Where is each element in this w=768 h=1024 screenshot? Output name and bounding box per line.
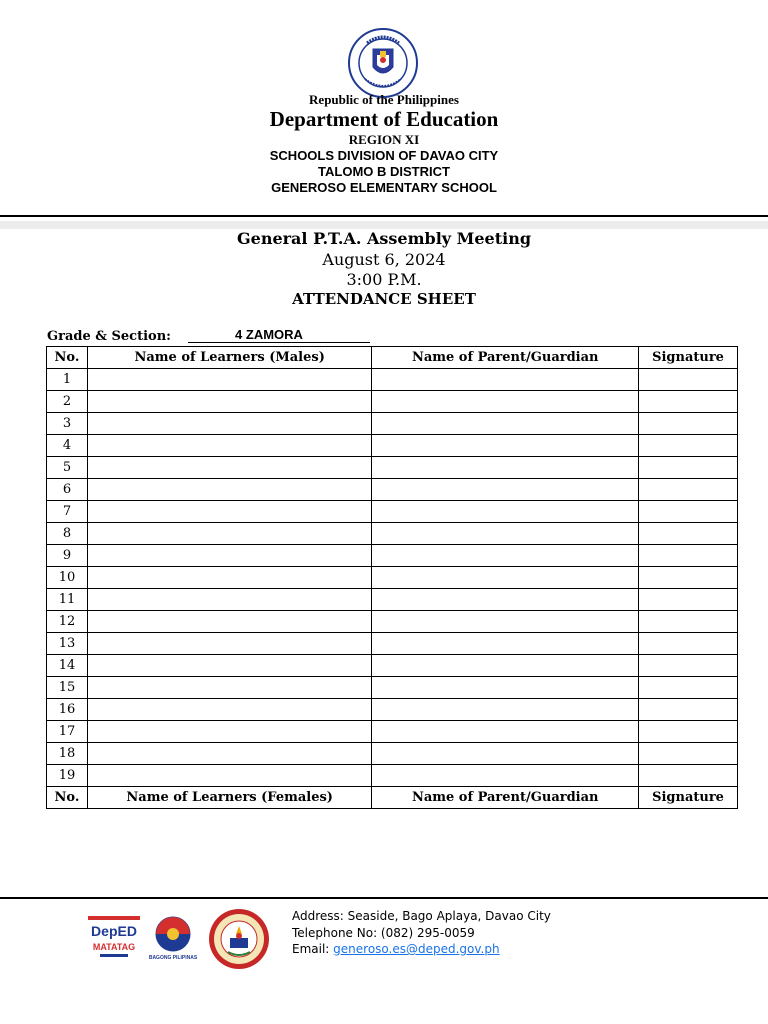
parent-name-cell[interactable] xyxy=(372,765,639,787)
parent-name-cell[interactable] xyxy=(372,633,639,655)
attendance-table xyxy=(46,346,738,809)
table-row xyxy=(47,721,738,743)
learner-name-cell[interactable] xyxy=(87,523,371,545)
signature-cell[interactable] xyxy=(639,721,738,743)
learner-name-cell[interactable] xyxy=(87,589,371,611)
table-row xyxy=(47,391,738,413)
parent-name-cell[interactable] xyxy=(372,567,639,589)
table-row xyxy=(47,655,738,677)
signature-cell[interactable] xyxy=(639,435,738,457)
parent-name-cell[interactable] xyxy=(372,523,639,545)
row-number-cell: 10 xyxy=(47,567,88,589)
col-no-header: No. xyxy=(47,347,88,369)
learner-name-cell[interactable] xyxy=(87,435,371,457)
row-number-cell: 17 xyxy=(47,721,88,743)
footer-telephone: Telephone No: (082) 295-0059 xyxy=(292,926,475,940)
division-line: SCHOOLS DIVISION OF DAVAO CITY xyxy=(269,148,499,163)
table-row xyxy=(47,611,738,633)
table-row xyxy=(47,369,738,391)
learner-name-cell[interactable] xyxy=(87,765,371,787)
learner-name-cell[interactable] xyxy=(87,457,371,479)
signature-cell[interactable] xyxy=(639,501,738,523)
signature-cell[interactable] xyxy=(639,677,738,699)
table-row xyxy=(47,589,738,611)
parent-name-cell[interactable] xyxy=(372,699,639,721)
parent-name-cell[interactable] xyxy=(372,501,639,523)
signature-cell[interactable] xyxy=(639,699,738,721)
signature-cell[interactable] xyxy=(639,655,738,677)
learner-name-cell[interactable] xyxy=(87,655,371,677)
parent-name-cell[interactable] xyxy=(372,743,639,765)
parent-name-cell[interactable] xyxy=(372,435,639,457)
parent-name-cell[interactable] xyxy=(372,611,639,633)
parent-name-cell[interactable] xyxy=(372,589,639,611)
signature-cell[interactable] xyxy=(639,523,738,545)
parent-name-cell[interactable] xyxy=(372,721,639,743)
parent-name-cell[interactable] xyxy=(372,479,639,501)
bagong-pilipinas-logo-icon xyxy=(148,914,198,962)
row-number-cell: 2 xyxy=(47,391,88,413)
footer-email-line xyxy=(292,942,500,956)
col-signature-header-females: Signature xyxy=(639,787,738,809)
region-line: REGION XI xyxy=(348,132,420,147)
svg-text:DepED: DepED xyxy=(91,923,137,939)
deped-seal-icon xyxy=(347,27,419,99)
learner-name-cell[interactable] xyxy=(87,369,371,391)
meeting-title: General P.T.A. Assembly Meeting xyxy=(236,229,532,248)
learner-name-cell[interactable] xyxy=(87,545,371,567)
row-number-cell: 16 xyxy=(47,699,88,721)
learner-name-cell[interactable] xyxy=(87,633,371,655)
row-number-cell: 12 xyxy=(47,611,88,633)
table-row xyxy=(47,677,738,699)
learner-name-cell[interactable] xyxy=(87,699,371,721)
learner-name-cell[interactable] xyxy=(87,721,371,743)
parent-name-cell[interactable] xyxy=(372,545,639,567)
row-number-cell: 14 xyxy=(47,655,88,677)
footer-divider xyxy=(0,897,768,899)
row-number-cell: 6 xyxy=(47,479,88,501)
table-row xyxy=(47,743,738,765)
signature-cell[interactable] xyxy=(639,567,738,589)
col-signature-header: Signature xyxy=(639,347,738,369)
signature-cell[interactable] xyxy=(639,633,738,655)
signature-cell[interactable] xyxy=(639,743,738,765)
footer-email-label: Email: xyxy=(292,942,334,956)
table-row xyxy=(47,523,738,545)
parent-name-cell[interactable] xyxy=(372,655,639,677)
signature-cell[interactable] xyxy=(639,545,738,567)
row-number-cell: 18 xyxy=(47,743,88,765)
col-no-header-females: No. xyxy=(47,787,88,809)
learner-name-cell[interactable] xyxy=(87,501,371,523)
parent-name-cell[interactable] xyxy=(372,369,639,391)
row-number-cell: 7 xyxy=(47,501,88,523)
table-row xyxy=(47,633,738,655)
learner-name-cell[interactable] xyxy=(87,391,371,413)
col-parent-header-females: Name of Parent/Guardian xyxy=(372,787,639,809)
table-header-females xyxy=(47,787,738,809)
table-row xyxy=(47,413,738,435)
svg-text:MATATAG: MATATAG xyxy=(92,942,136,952)
school-seal-icon xyxy=(208,908,270,970)
footer-address: Address: Seaside, Bago Aplaya, Davao City xyxy=(292,909,551,923)
col-learners-males-header: Name of Learners (Males) xyxy=(87,347,371,369)
svg-text:BAGONG PILIPINAS: BAGONG PILIPINAS xyxy=(148,955,198,961)
row-number-cell: 8 xyxy=(47,523,88,545)
signature-cell[interactable] xyxy=(639,413,738,435)
table-row xyxy=(47,479,738,501)
row-number-cell: 13 xyxy=(47,633,88,655)
district-line: TALOMO B DISTRICT xyxy=(318,164,450,179)
parent-name-cell[interactable] xyxy=(372,413,639,435)
row-number-cell: 5 xyxy=(47,457,88,479)
col-learners-females-header: Name of Learners (Females) xyxy=(87,787,371,809)
parent-name-cell[interactable] xyxy=(372,457,639,479)
learner-name-cell[interactable] xyxy=(87,677,371,699)
meeting-time: 3:00 P.M. xyxy=(346,270,422,289)
learner-name-cell[interactable] xyxy=(87,567,371,589)
row-number-cell: 1 xyxy=(47,369,88,391)
table-row xyxy=(47,567,738,589)
row-number-cell: 3 xyxy=(47,413,88,435)
row-number-cell: 11 xyxy=(47,589,88,611)
parent-name-cell[interactable] xyxy=(372,391,639,413)
learner-name-cell[interactable] xyxy=(87,479,371,501)
grade-section-value: 4 ZAMORA xyxy=(188,328,370,343)
table-row xyxy=(47,501,738,523)
learner-name-cell[interactable] xyxy=(87,413,371,435)
footer-email-link[interactable]: generoso.es@deped.gov.ph xyxy=(333,942,500,956)
signature-cell[interactable] xyxy=(639,589,738,611)
learner-name-cell[interactable] xyxy=(87,743,371,765)
header-divider xyxy=(0,215,768,217)
header-divider-shadow xyxy=(0,221,768,229)
attendance-sheet-title: ATTENDANCE SHEET xyxy=(292,290,476,308)
row-number-cell: 9 xyxy=(47,545,88,567)
table-row xyxy=(47,457,738,479)
row-number-cell: 15 xyxy=(47,677,88,699)
grade-section-label: Grade & Section: xyxy=(47,329,171,344)
meeting-date: August 6, 2024 xyxy=(322,250,446,269)
signature-cell[interactable] xyxy=(639,369,738,391)
signature-cell[interactable] xyxy=(639,765,738,787)
deped-matatag-logo-icon xyxy=(86,914,142,962)
department-title: Department of Education xyxy=(269,107,499,131)
signature-cell[interactable] xyxy=(639,479,738,501)
row-number-cell: 4 xyxy=(47,435,88,457)
table-row xyxy=(47,545,738,567)
table-row xyxy=(47,765,738,787)
parent-name-cell[interactable] xyxy=(372,677,639,699)
signature-cell[interactable] xyxy=(639,457,738,479)
republic-line: Republic of the Philippines xyxy=(309,92,459,107)
signature-cell[interactable] xyxy=(639,391,738,413)
learner-name-cell[interactable] xyxy=(87,611,371,633)
row-number-cell: 19 xyxy=(47,765,88,787)
col-parent-header: Name of Parent/Guardian xyxy=(372,347,639,369)
table-row xyxy=(47,435,738,457)
school-line: GENEROSO ELEMENTARY SCHOOL xyxy=(271,180,497,195)
signature-cell[interactable] xyxy=(639,611,738,633)
table-header-males xyxy=(47,347,738,369)
table-row xyxy=(47,699,738,721)
